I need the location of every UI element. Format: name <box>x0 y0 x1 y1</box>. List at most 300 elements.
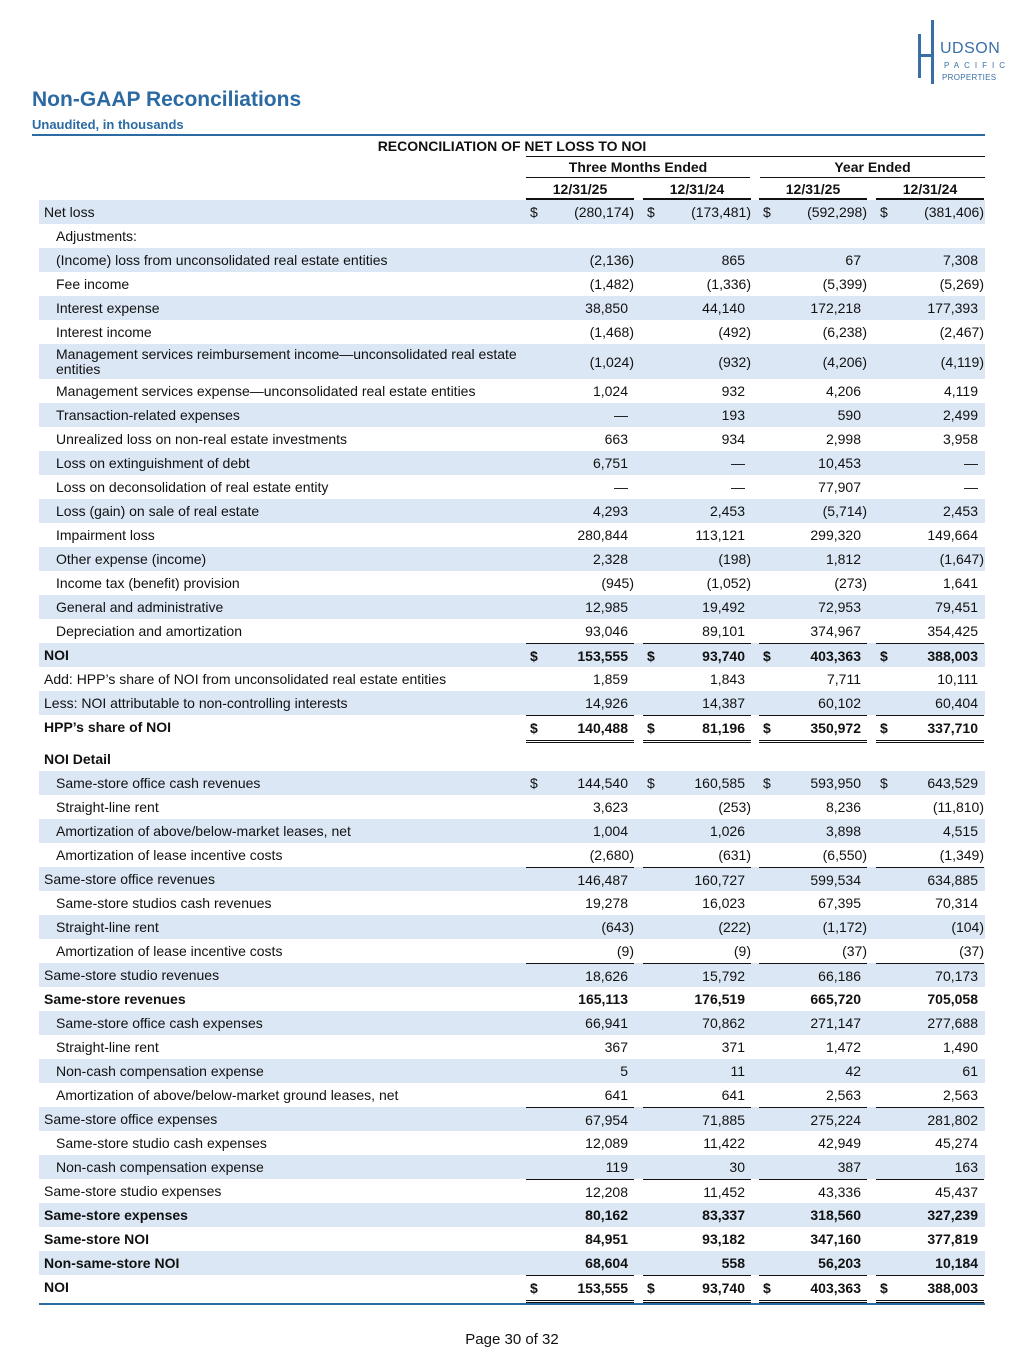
table-row <box>39 523 985 547</box>
table-row <box>39 747 985 771</box>
cell-value: (280,174) <box>574 204 634 220</box>
cell-value: 865 <box>721 252 745 268</box>
table-row <box>39 867 985 891</box>
cell-value: (2,680) <box>589 847 634 863</box>
cell-value: (222) <box>718 919 751 935</box>
cell-value: 11,422 <box>703 1135 745 1151</box>
value-cell <box>759 571 867 595</box>
cell-value: — <box>964 479 978 495</box>
row-label: Amortization of above/below-market leases, net <box>56 822 351 839</box>
row-label: Fee income <box>56 275 130 292</box>
cell-value: (4,206) <box>822 353 867 370</box>
table-row <box>39 667 985 691</box>
value-cell <box>759 1083 867 1107</box>
value-cell <box>759 1035 867 1059</box>
value-cell <box>526 891 634 915</box>
value-cell <box>526 248 634 272</box>
cell-value: — <box>614 407 628 423</box>
row-label: Non-cash compensation expense <box>56 1062 264 1079</box>
value-cell <box>526 1275 634 1303</box>
cell-value: 30 <box>729 1159 745 1175</box>
dollar-sign: $ <box>647 648 655 664</box>
dollar-sign: $ <box>763 775 771 791</box>
table-row <box>39 344 985 379</box>
row-label: Unrealized loss on non-real estate investments <box>56 430 348 447</box>
cell-value <box>861 224 867 248</box>
cell-value: — <box>731 455 745 471</box>
cell-value: 172,218 <box>810 300 861 316</box>
value-cell <box>876 344 984 379</box>
group-year-ended: Year Ended <box>834 159 911 175</box>
value-cell <box>643 1131 751 1155</box>
value-cell <box>526 715 634 743</box>
value-cell <box>876 771 984 795</box>
value-cell <box>526 795 634 819</box>
row-label: Loss (gain) on sale of real estate <box>56 502 260 519</box>
dollar-sign: $ <box>763 648 771 664</box>
table-row <box>39 296 985 320</box>
cell-value: 1,641 <box>942 575 978 591</box>
value-cell <box>526 1179 634 1204</box>
value-cell <box>759 595 867 619</box>
page-number: Page 30 of 32 <box>465 1331 559 1348</box>
cell-value: 1,859 <box>592 671 628 687</box>
value-cell <box>643 819 751 843</box>
cell-value: 113,121 <box>695 527 745 543</box>
value-cell <box>526 1251 634 1275</box>
value-cell <box>643 248 751 272</box>
table-row <box>39 771 985 795</box>
page-title: Non-GAAP Reconciliations <box>32 88 302 111</box>
cell-value: 71,885 <box>702 1112 745 1128</box>
row-label: Other expense (income) <box>56 550 207 567</box>
cell-value: 12,208 <box>585 1184 628 1200</box>
value-cell <box>643 987 751 1011</box>
row-label: Adjustments: <box>56 227 137 244</box>
value-cell <box>759 963 867 988</box>
value-cell <box>643 795 751 819</box>
cell-value: 93,740 <box>702 648 745 664</box>
table-row <box>39 224 985 248</box>
value-cell <box>643 1059 751 1083</box>
cell-value: 2,453 <box>709 503 745 519</box>
value-cell <box>643 1107 751 1132</box>
cell-value: 14,926 <box>585 695 628 711</box>
cell-value <box>745 747 751 771</box>
table-row <box>39 915 985 939</box>
value-cell <box>643 939 751 963</box>
cell-value: 66,186 <box>818 968 861 984</box>
value-cell <box>643 344 751 379</box>
value-cell <box>526 667 634 691</box>
cell-value: (1,052) <box>706 575 751 591</box>
cell-value: (5,269) <box>939 276 984 292</box>
value-cell <box>759 819 867 843</box>
cell-value: 12,089 <box>585 1135 628 1151</box>
value-cell <box>526 1035 634 1059</box>
cell-value: 3,623 <box>592 799 628 815</box>
value-cell <box>759 667 867 691</box>
dollar-sign: $ <box>530 204 538 220</box>
cell-value: 7,711 <box>827 671 861 687</box>
value-cell <box>876 1275 984 1303</box>
table-row <box>39 403 985 427</box>
cell-value: 70,173 <box>935 968 978 984</box>
cell-value: (1,482) <box>589 276 634 292</box>
table-row <box>39 379 985 403</box>
cell-value: 4,293 <box>592 503 628 519</box>
value-cell <box>643 771 751 795</box>
value-cell <box>526 843 634 867</box>
row-label: Add: HPP’s share of NOI from unconsolidated real estate entities <box>44 670 447 687</box>
value-cell <box>876 619 984 643</box>
row-label: Same-store revenues <box>44 990 186 1007</box>
value-cell <box>526 523 634 547</box>
cell-value: 11,452 <box>703 1184 745 1200</box>
cell-value: 79,451 <box>935 599 978 615</box>
value-cell <box>876 1131 984 1155</box>
value-cell <box>526 451 634 475</box>
value-cell <box>876 1203 984 1227</box>
value-cell <box>643 595 751 619</box>
cell-value: 89,101 <box>702 623 745 639</box>
row-label: Management services expense—unconsolidated real estate entities <box>56 382 476 399</box>
cell-value: (945) <box>601 575 634 591</box>
cell-value: 10,184 <box>935 1255 978 1271</box>
cell-value: 16,023 <box>702 895 745 911</box>
cell-value: 72,953 <box>818 599 861 615</box>
cell-value: 15,792 <box>702 968 745 984</box>
value-cell <box>643 891 751 915</box>
table-row <box>39 272 985 296</box>
value-cell <box>876 427 984 451</box>
cell-value: (1,647) <box>939 551 984 567</box>
dollar-sign: $ <box>880 720 888 736</box>
cell-value: 149,664 <box>927 527 978 543</box>
row-label: Transaction-related expenses <box>56 406 240 423</box>
logo-line3: PROPERTIES <box>942 73 997 82</box>
value-cell <box>526 1203 634 1227</box>
cell-value: (6,238) <box>822 324 867 340</box>
value-cell <box>759 1227 867 1251</box>
cell-value: 2,499 <box>942 407 978 423</box>
cell-value: 371 <box>721 1039 745 1055</box>
row-label: Amortization of lease incentive costs <box>56 846 283 863</box>
cell-value: 299,320 <box>810 527 861 543</box>
row-label: Same-store studios cash revenues <box>56 894 272 911</box>
value-cell <box>876 272 984 296</box>
value-cell <box>526 1155 634 1179</box>
value-cell <box>876 451 984 475</box>
cell-value: 67,395 <box>818 895 861 911</box>
cell-value: 593,950 <box>810 775 861 791</box>
value-cell <box>759 248 867 272</box>
cell-value: 18,626 <box>585 968 628 984</box>
cell-value: 3,898 <box>825 823 861 839</box>
table-row <box>39 499 985 523</box>
row-label: NOI <box>44 1278 69 1295</box>
table-row <box>39 643 985 667</box>
dollar-sign: $ <box>530 720 538 736</box>
value-cell <box>759 272 867 296</box>
row-label: Impairment loss <box>56 526 155 543</box>
table-row <box>39 1059 985 1083</box>
cell-value: (9) <box>733 943 751 959</box>
cell-value: 14,387 <box>702 695 745 711</box>
value-cell <box>643 715 751 743</box>
row-label: Loss on deconsolidation of real estate entity <box>56 478 329 495</box>
table-row <box>39 1131 985 1155</box>
cell-value: 643,529 <box>927 775 978 791</box>
cell-value: 60,404 <box>935 695 978 711</box>
cell-value: 83,337 <box>702 1207 745 1223</box>
cell-value: 56,203 <box>818 1255 861 1271</box>
value-cell <box>643 224 751 248</box>
value-cell <box>759 643 867 668</box>
value-cell <box>526 272 634 296</box>
value-cell <box>876 1227 984 1251</box>
date-col-2: 12/31/24 <box>669 181 725 197</box>
group-three-months: Three Months Ended <box>568 159 708 175</box>
cell-value: 932 <box>721 383 745 399</box>
value-cell <box>759 427 867 451</box>
value-cell <box>526 1059 634 1083</box>
value-cell <box>759 1179 867 1204</box>
table-row <box>39 475 985 499</box>
cell-value: (932) <box>718 353 751 370</box>
cell-value: 45,437 <box>935 1184 978 1200</box>
table-row <box>39 691 985 715</box>
row-label: Depreciation and amortization <box>56 622 242 639</box>
value-cell <box>876 1035 984 1059</box>
value-cell <box>876 987 984 1011</box>
cell-value: 144,540 <box>577 775 628 791</box>
value-cell <box>643 667 751 691</box>
cell-value: 271,147 <box>810 1015 861 1031</box>
value-cell <box>643 1155 751 1179</box>
value-cell <box>759 619 867 643</box>
value-cell <box>643 963 751 988</box>
table-row <box>39 571 985 595</box>
value-cell <box>643 915 751 939</box>
value-cell <box>759 1275 867 1303</box>
value-cell <box>643 272 751 296</box>
cell-value: 280,844 <box>577 527 628 543</box>
dollar-sign: $ <box>647 720 655 736</box>
cell-value: 67,954 <box>585 1112 628 1128</box>
value-cell <box>526 1011 634 1035</box>
cell-value: 163 <box>954 1159 978 1175</box>
cell-value: 275,224 <box>810 1112 861 1128</box>
value-cell <box>526 747 634 771</box>
row-label: Less: NOI attributable to non-controlling interests <box>44 694 348 711</box>
cell-value: 160,585 <box>694 775 745 791</box>
dollar-sign: $ <box>763 204 771 220</box>
cell-value: 19,492 <box>702 599 745 615</box>
value-cell <box>526 963 634 988</box>
value-cell <box>643 691 751 715</box>
dollar-sign: $ <box>880 775 888 791</box>
value-cell <box>759 200 867 224</box>
value-cell <box>759 987 867 1011</box>
cell-value: 93,046 <box>585 623 628 639</box>
value-cell <box>526 320 634 344</box>
value-cell <box>876 1059 984 1083</box>
value-cell <box>876 547 984 571</box>
value-cell <box>759 344 867 379</box>
value-cell <box>759 320 867 344</box>
value-cell <box>876 747 984 771</box>
value-cell <box>759 451 867 475</box>
cell-value <box>745 224 751 248</box>
cell-value: 45,274 <box>935 1135 978 1151</box>
cell-value: 60,102 <box>818 695 861 711</box>
value-cell <box>526 619 634 643</box>
value-cell <box>876 296 984 320</box>
table-row <box>39 1011 985 1035</box>
cell-value: 354,425 <box>927 623 978 639</box>
cell-value: 177,393 <box>927 300 978 316</box>
cell-value: 1,004 <box>592 823 628 839</box>
value-cell <box>759 1011 867 1035</box>
value-cell <box>643 547 751 571</box>
cell-value: — <box>614 479 628 495</box>
value-cell <box>759 915 867 939</box>
cell-value: (2,467) <box>939 324 984 340</box>
date-col-1: 12/31/25 <box>552 181 608 197</box>
cell-value: 641 <box>604 1087 628 1103</box>
value-cell <box>876 867 984 892</box>
cell-value: 38,850 <box>585 300 628 316</box>
value-cell <box>643 1035 751 1059</box>
table-header <box>39 136 985 200</box>
dollar-sign: $ <box>530 775 538 791</box>
cell-value: (6,550) <box>822 847 867 863</box>
row-label: Straight-line rent <box>56 918 159 935</box>
value-cell <box>876 963 984 988</box>
value-cell <box>759 843 867 867</box>
cell-value: — <box>964 455 978 471</box>
row-label: Amortization of lease incentive costs <box>56 942 283 959</box>
value-cell <box>759 747 867 771</box>
value-cell <box>876 224 984 248</box>
cell-value: (2,136) <box>589 252 634 268</box>
date-col-4: 12/31/24 <box>902 181 958 197</box>
cell-value: 403,363 <box>810 1280 861 1296</box>
value-cell <box>526 499 634 523</box>
value-cell <box>643 475 751 499</box>
table-row <box>39 1203 985 1227</box>
cell-value: 1,490 <box>942 1039 978 1055</box>
cell-value: (492) <box>718 324 751 340</box>
value-cell <box>526 296 634 320</box>
table-row <box>39 619 985 643</box>
value-cell <box>643 320 751 344</box>
value-cell <box>876 200 984 224</box>
value-cell <box>759 296 867 320</box>
cell-value: 1,024 <box>592 383 628 399</box>
table-row <box>39 547 985 571</box>
value-cell <box>643 619 751 643</box>
table-row <box>39 248 985 272</box>
row-label: Same-store NOI <box>44 1230 150 1247</box>
cell-value: 77,907 <box>818 479 861 495</box>
value-cell <box>876 379 984 403</box>
cell-value: 1,472 <box>825 1039 861 1055</box>
cell-value: (4,119) <box>940 353 984 370</box>
cell-value: 176,519 <box>694 991 745 1007</box>
cell-value: 634,885 <box>927 872 978 888</box>
cell-value: (5,714) <box>822 503 867 519</box>
cell-value: 6,751 <box>592 455 628 471</box>
header-rule <box>526 156 985 157</box>
value-cell <box>526 1227 634 1251</box>
row-label: Same-store office cash revenues <box>56 774 261 791</box>
value-cell <box>759 771 867 795</box>
cell-value: 2,998 <box>825 431 861 447</box>
cell-value: 70,314 <box>935 895 978 911</box>
cell-value: (1,468) <box>589 324 634 340</box>
value-cell <box>643 747 751 771</box>
value-cell <box>876 248 984 272</box>
company-logo <box>914 20 1010 84</box>
value-cell <box>526 771 634 795</box>
cell-value: 374,967 <box>810 623 861 639</box>
table-title: RECONCILIATION OF NET LOSS TO NOI <box>377 138 647 154</box>
value-cell <box>759 1251 867 1275</box>
page-subtitle: Unaudited, in thousands <box>32 117 184 132</box>
row-label: Interest income <box>56 323 152 340</box>
row-label: NOI Detail <box>44 750 111 767</box>
value-cell <box>876 595 984 619</box>
value-cell <box>759 224 867 248</box>
value-cell <box>526 344 634 379</box>
row-label: Loss on extinguishment of debt <box>56 454 250 471</box>
cell-value: (1,336) <box>706 276 751 292</box>
row-label: Net loss <box>44 203 95 220</box>
cell-value: 2,453 <box>942 503 978 519</box>
table-row <box>39 1275 985 1299</box>
value-cell <box>759 715 867 743</box>
table-row <box>39 320 985 344</box>
row-label: Non-same-store NOI <box>44 1254 180 1271</box>
cell-value: (592,298) <box>807 204 867 220</box>
cell-value: 5 <box>620 1063 628 1079</box>
cell-value <box>628 747 634 771</box>
cell-value: 350,972 <box>810 720 861 736</box>
cell-value: (11,810) <box>932 799 984 815</box>
value-cell <box>643 1179 751 1204</box>
cell-value: 347,160 <box>810 1231 861 1247</box>
cell-value: 1,026 <box>709 823 745 839</box>
value-cell <box>643 427 751 451</box>
cell-value: 43,336 <box>818 1184 861 1200</box>
value-cell <box>876 667 984 691</box>
value-cell <box>526 867 634 892</box>
value-cell <box>643 1203 751 1227</box>
value-cell <box>526 200 634 224</box>
date-col-3: 12/31/25 <box>785 181 841 197</box>
cell-value: (1,024) <box>589 353 634 370</box>
table-row <box>39 1179 985 1203</box>
reconciliation-table <box>39 136 985 1305</box>
cell-value: (643) <box>601 919 634 935</box>
table-row <box>39 595 985 619</box>
value-cell <box>876 1155 984 1179</box>
cell-value: 388,003 <box>927 1280 978 1296</box>
cell-value: 81,196 <box>702 720 745 736</box>
value-cell <box>759 1155 867 1179</box>
